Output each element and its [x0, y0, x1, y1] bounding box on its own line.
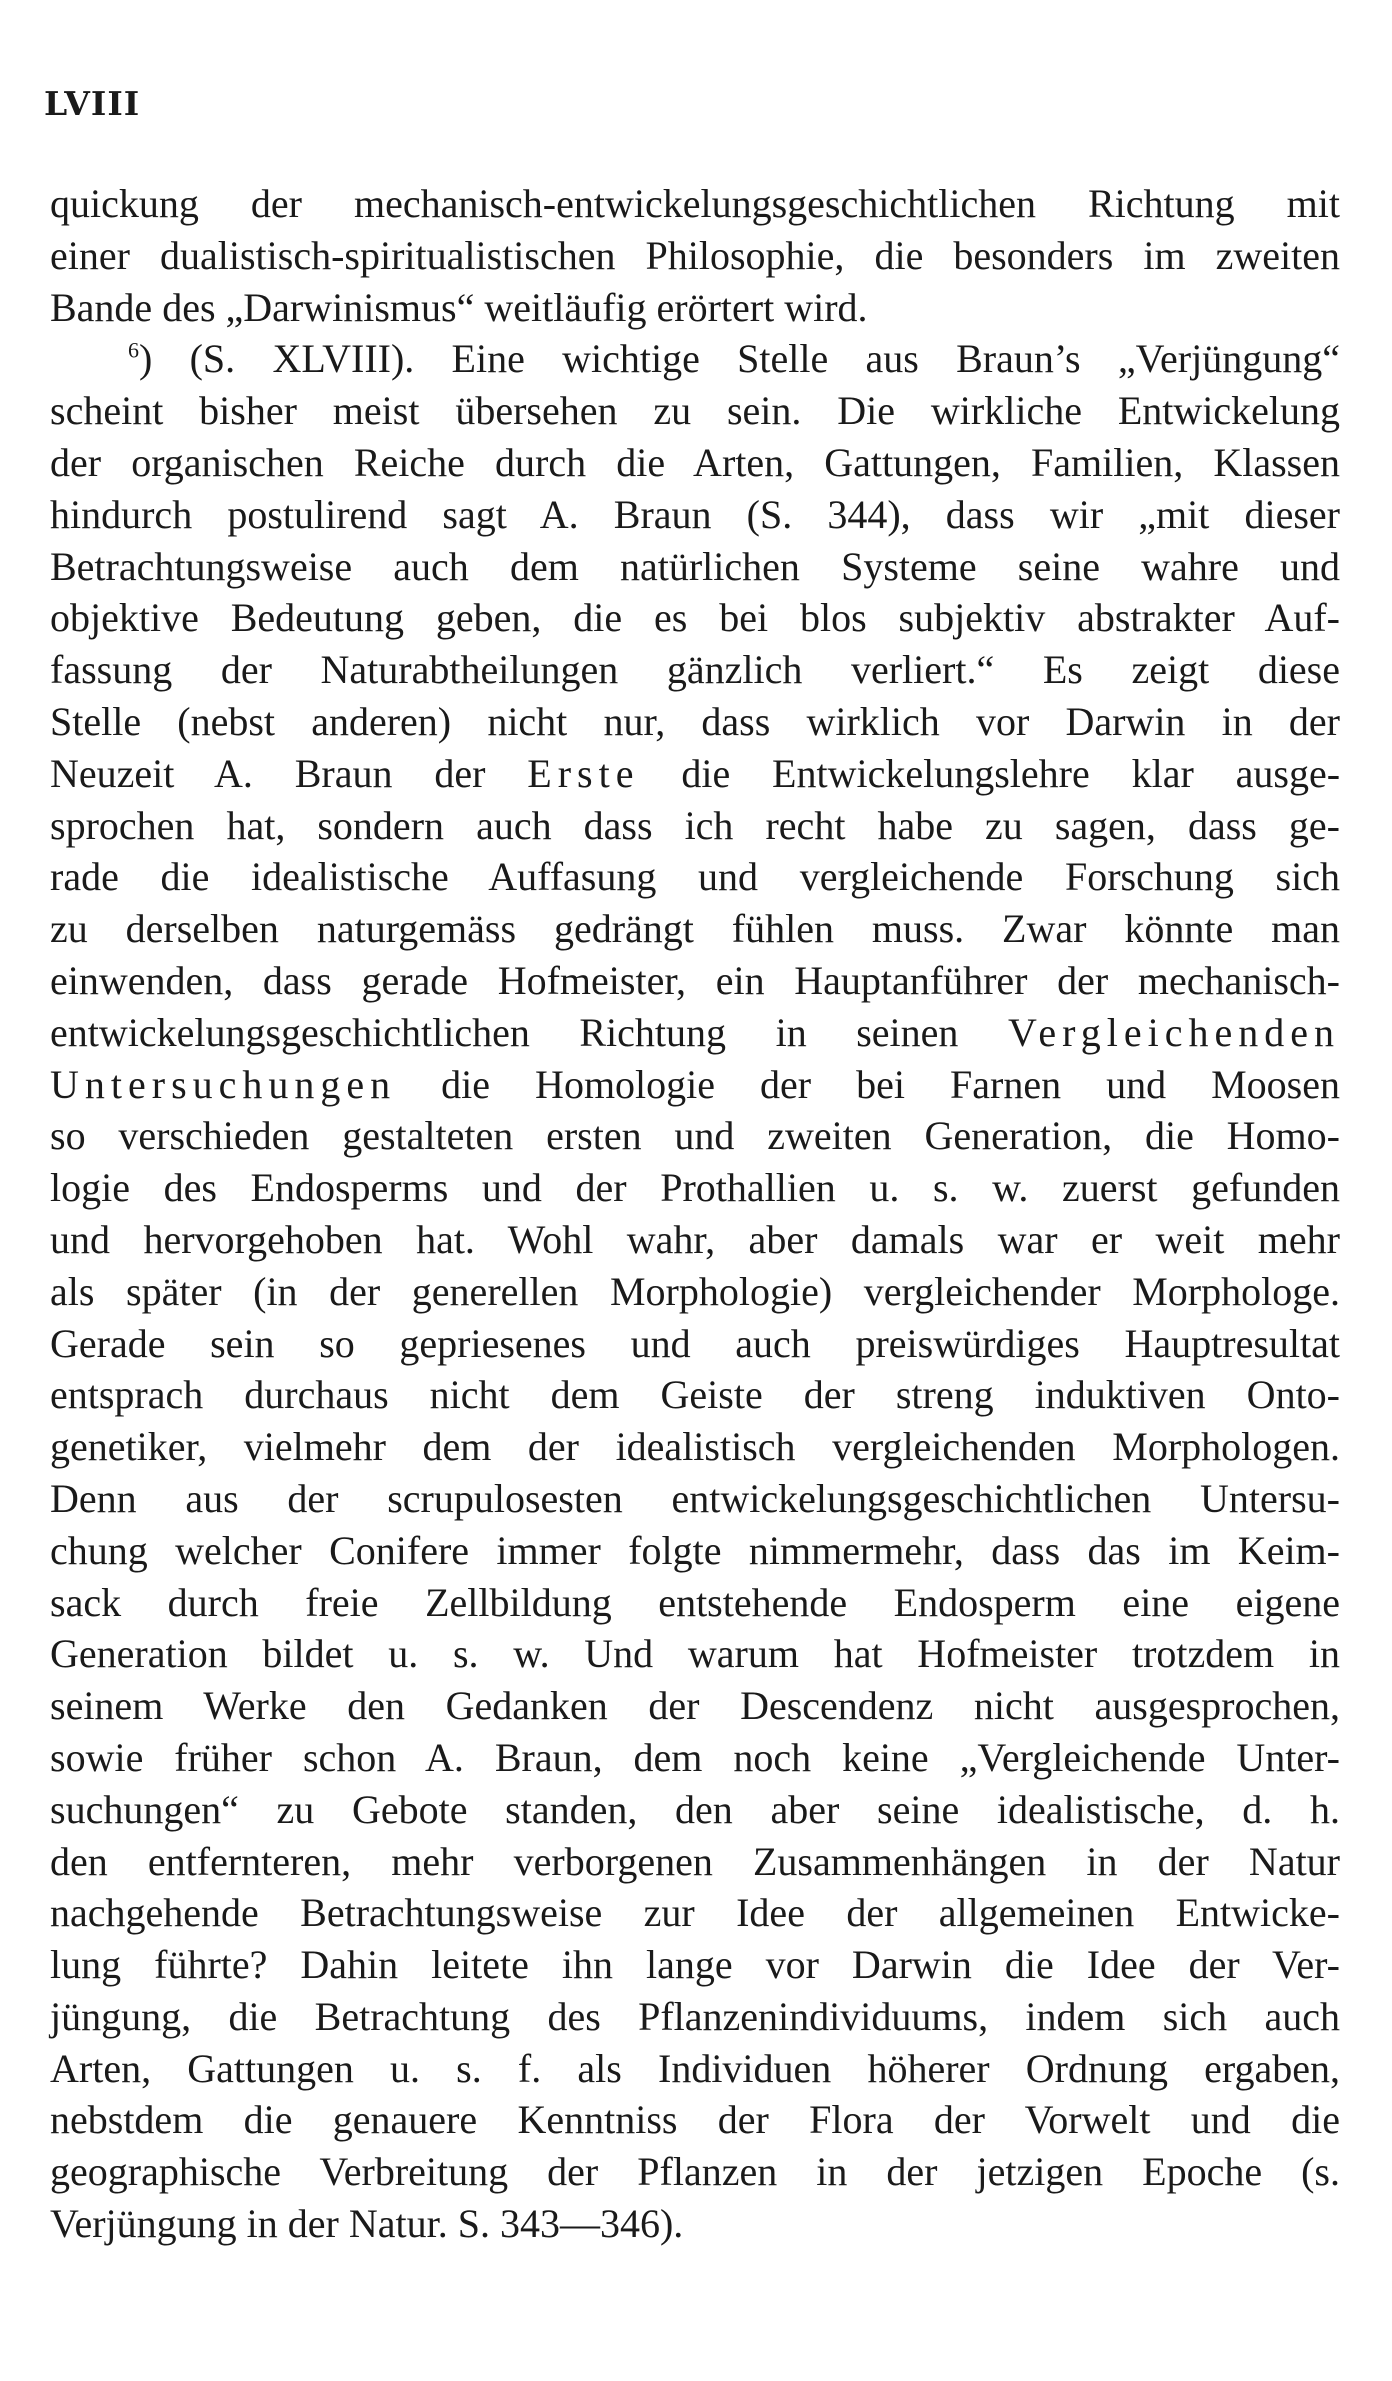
text-line: zu derselben naturgemäss gedrängt fühlen muss. Zwar könnte man	[50, 906, 1340, 952]
text-line	[50, 1007, 1340, 1059]
text-line: quickung der mechanisch-entwickelungsgeschichtlichen Richtung mit	[50, 181, 1340, 226]
text-line: nachgehende Betrachtungsweise zur Idee der allgemeinen Entwicke-	[50, 1890, 1340, 1936]
footnote-line: $^6$) (S. XLVIII). Eine wichtige Stelle aus Braun’s „Verjüngung“	[128, 336, 1340, 382]
text-line: entsprach durchaus nicht dem Geiste der streng induktiven Onto-	[50, 1372, 1340, 1418]
text-line: Arten, Gattungen u. s. f. als Individuen höherer Ordnung ergaben,	[50, 2045, 1340, 2091]
text-line: logie des Endosperms und der Prothallien u. s. w. zuerst gefunden	[50, 1165, 1340, 1211]
text-line: hindurch postulirend sagt A. Braun (S. 344), dass wir „mit dieser	[50, 491, 1340, 537]
emphasis-untersuchungen: Untersuchungen	[50, 1061, 397, 1107]
text-line: geographische Verbreitung der Pflanzen in der jetzigen Epoche (s.	[50, 2149, 1340, 2195]
text-segment: (S. XLVIII). Eine wichtige Stelle aus Braun’s „Verjüngung“	[189, 336, 1340, 382]
text-line: Denn aus der scrupulosesten entwickelungsgeschichtlichen Untersu-	[50, 1475, 1340, 1521]
text-line: sowie früher schon A. Braun, dem noch keine „Vergleichende Unter-	[50, 1734, 1340, 1780]
text-line: einwenden, dass gerade Hofmeister, ein Hauptanführer der mechanisch-	[50, 957, 1340, 1003]
emphasis-vergleichenden: Vergleichenden	[1007, 1009, 1341, 1055]
text-line: und hervorgehoben hat. Wohl wahr, aber damals war er weit mehr	[50, 1216, 1340, 1262]
text-line: suchungen“ zu Gebote standen, den aber seine idealistische, d. h.	[50, 1786, 1340, 1832]
text-line: den entfernteren, mehr verborgenen Zusammenhängen in der Natur	[50, 1838, 1340, 1884]
page-number: LVIII	[44, 84, 141, 123]
text-line: einer dualistisch-spiritualistischen Philosophie, die besonders im zweiten	[50, 232, 1340, 278]
text-line: jüngung, die Betrachtung des Pflanzenindividuums, indem sich auch	[50, 1993, 1340, 2039]
footnote-marker: 6	[128, 338, 139, 364]
text-line: Betrachtungsweise auch dem natürlichen Systeme seine wahre und	[50, 543, 1340, 589]
text-line: der organischen Reiche durch die Arten, Gattungen, Familien, Klassen	[50, 439, 1340, 485]
text-line: Stelle (nebst anderen) nicht nur, dass wirklich vor Darwin in der	[50, 698, 1340, 744]
text-line: rade die idealistische Auffasung und vergleichende Forschung sich	[50, 854, 1340, 900]
text-line: Bande des „Darwinismus“ weitläufig erörtert wird.	[50, 284, 868, 330]
text-line: nebstdem die genauere Kenntniss der Flora der Vorwelt und die	[50, 2097, 1340, 2143]
text-line: sprochen hat, sondern auch dass ich recht habe zu sagen, dass ge-	[50, 802, 1340, 848]
text-line: objektive Bedeutung geben, die es bei blos subjektiv abstrakter Auf-	[50, 595, 1340, 641]
text-line	[50, 1059, 1340, 1111]
text-line: seinem Werke den Gedanken der Descendenz nicht ausgesprochen,	[50, 1683, 1340, 1729]
text-line: sack durch freie Zellbildung entstehende Endosperm eine eigene	[50, 1579, 1340, 1625]
emphasis-erste: Erste	[527, 750, 640, 796]
text-line: Gerade sein so gepriesenes und auch preiswürdiges Hauptresultat	[50, 1320, 1340, 1366]
text-line: scheint bisher meist übersehen zu sein. Die wirkliche Entwickelung	[50, 388, 1340, 434]
text-segment: Neuzeit A. Braun der	[50, 750, 486, 796]
text-line: fassung der Naturabtheilungen gänzlich verliert.“ Es zeigt diese	[50, 647, 1340, 693]
text-line: lung führte? Dahin leitete ihn lange vor Darwin die Idee der Ver-	[50, 1942, 1340, 1988]
text-line: so verschieden gestalteten ersten und zweiten Generation, die Homo-	[50, 1113, 1340, 1159]
body-text	[50, 178, 1340, 2250]
text-line	[50, 748, 1340, 800]
text-line: chung welcher Conifere immer folgte nimmermehr, dass das im Keim-	[50, 1527, 1340, 1573]
text-segment: die Entwickelungslehre klar ausge-	[681, 750, 1341, 796]
text-segment: entwickelungsgeschichtlichen Richtung in seinen	[50, 1009, 959, 1055]
text-segment: die Homologie der bei Farnen und Moosen	[441, 1061, 1341, 1107]
text-line: als später (in der generellen Morphologie) vergleichender Morphologe.	[50, 1268, 1340, 1314]
text-line: Verjüngung in der Natur. S. 343—346).	[50, 2201, 684, 2247]
text-line: Generation bildet u. s. w. Und warum hat Hofmeister trotzdem in	[50, 1631, 1340, 1677]
text-line: genetiker, vielmehr dem der idealistisch vergleichenden Morphologen.	[50, 1424, 1340, 1470]
